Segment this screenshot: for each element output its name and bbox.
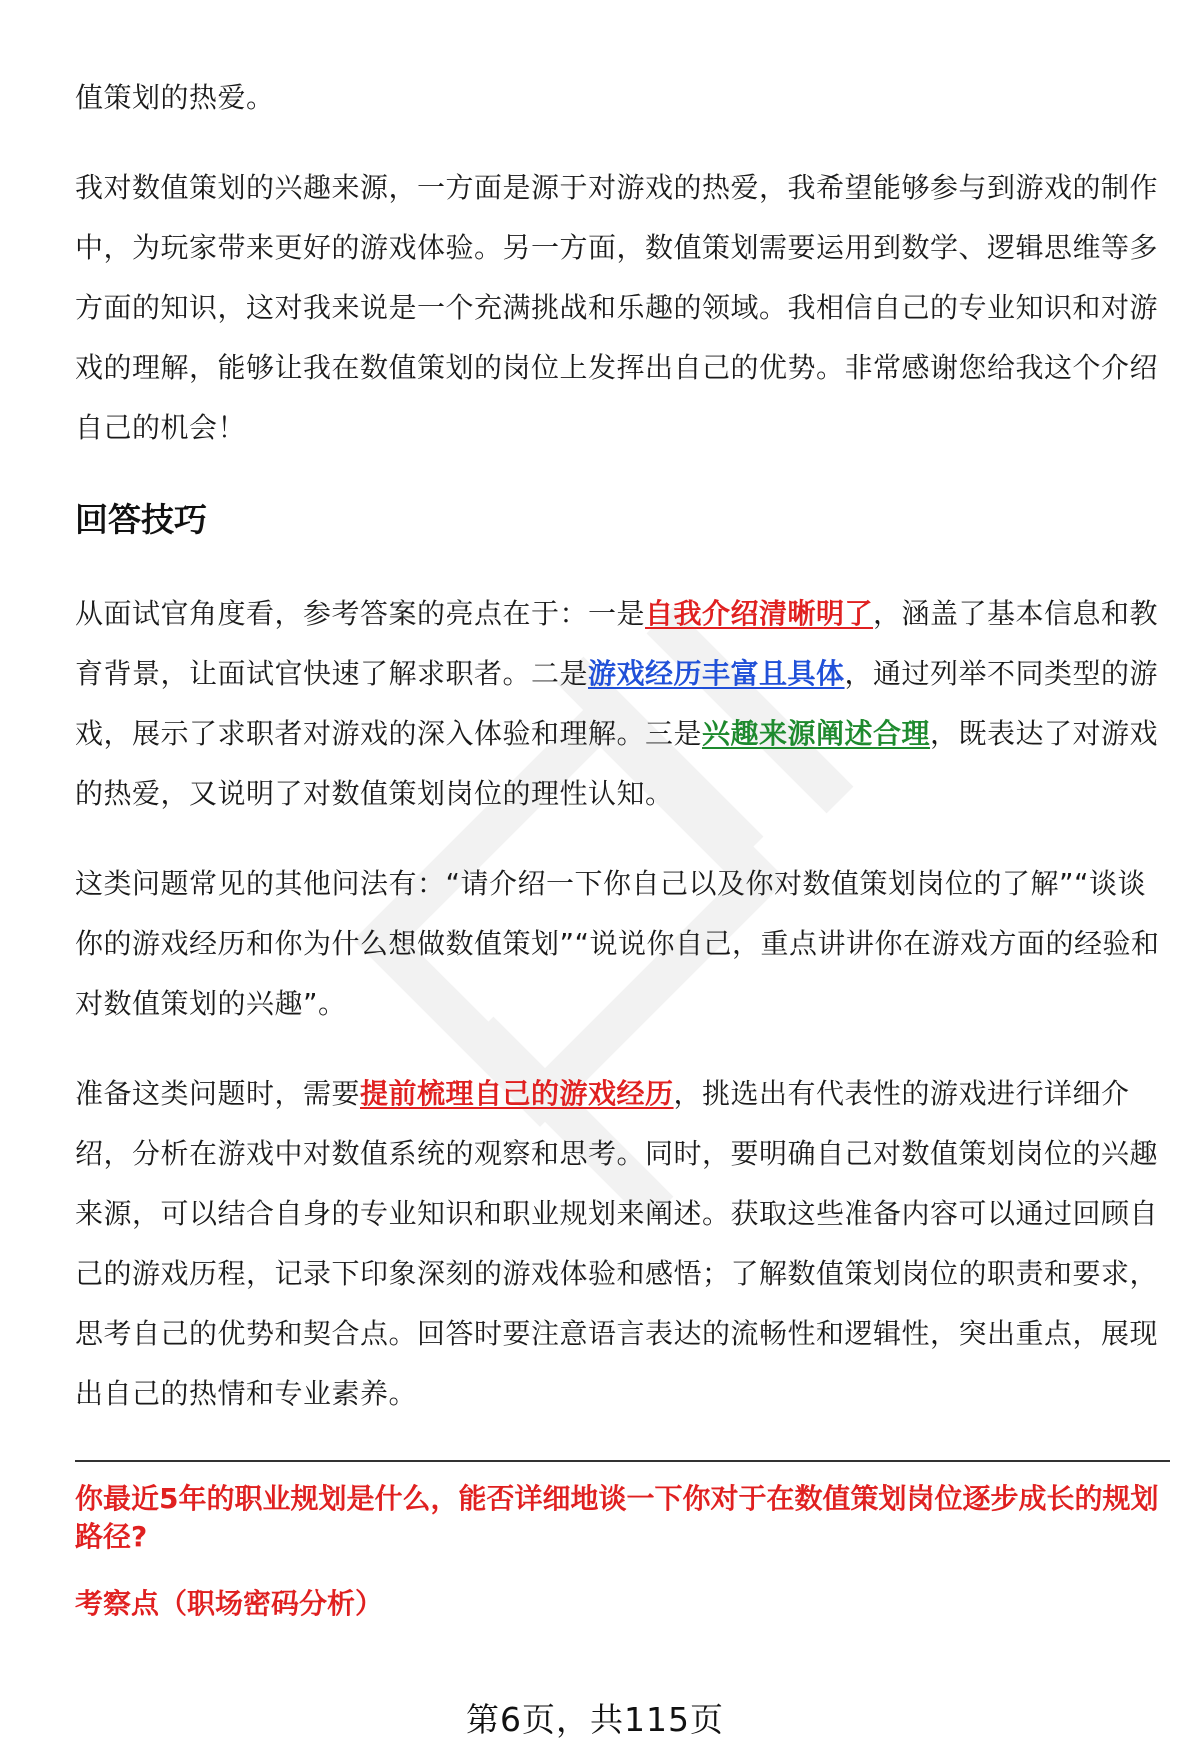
highlights-text-4: ，既表达了对游戏的热爱，又说明了对数值策划岗位的理性认知。 [75, 717, 1159, 810]
section-divider [75, 1460, 1170, 1462]
page-number-footer: 第6页，共115页 [466, 1700, 724, 1739]
paragraph-interest-source: 我对数值策划的兴趣来源，一方面是源于对游戏的热爱，我希望能够参与到游戏的制作中，为玩家带来更好的游戏体验。另一方面，数值策划需要运用到数学、逻辑思维等多方面的知识，这对我来说是一个充满挑战和乐趣的领域。我相信自己的专业知识和对游戏的理解，能够让我在数值策划的岗位上发挥出自己的优势。非常感谢您给我这个介绍自己的机会！ [75, 171, 1159, 444]
next-question: 你最近5年的职业规划是什么，能否详细地谈一下你对于在数值策划岗位逐步成长的规划路径? [75, 1482, 1159, 1553]
preparation-text-1: 准备这类问题时，需要 [75, 1077, 361, 1110]
paragraph-alternative-questions: 这类问题常见的其他问法有：“请介绍一下你自己以及你对数值策划岗位的了解”“谈谈你的游戏经历和你为什么想做数值策划”“说说你自己，重点讲讲你在游戏方面的经验和对数值策划的兴趣”。 [75, 867, 1160, 1020]
paragraph-highlights [75, 584, 1170, 824]
highlights-text-2: ，涵盖了基本信息和教育背景，让面试官快速了解求职者。二是 [75, 597, 1159, 690]
paragraph-continuation: 值策划的热爱。 [75, 81, 275, 114]
exam-point-label: 考察点（职场密码分析） [75, 1587, 384, 1620]
section-title-answer-tips: 回答技巧 [75, 500, 207, 539]
paragraph-preparation [75, 1064, 1170, 1424]
page-content [75, 68, 1170, 1624]
highlight-clear-intro: 自我介绍清晰明了 [645, 597, 874, 630]
highlights-text-3: ，通过列举不同类型的游戏，展示了求职者对游戏的深入体验和理解。三是 [75, 657, 1159, 750]
highlights-text-1: 从面试官角度看，参考答案的亮点在于：一是 [75, 597, 646, 630]
highlight-review-experience: 提前梳理自己的游戏经历 [360, 1077, 674, 1110]
highlight-rich-experience: 游戏经历丰富且具体 [588, 657, 845, 690]
highlight-reasonable-interest: 兴趣来源阐述合理 [702, 717, 931, 750]
preparation-text-2: ，挑选出有代表性的游戏进行详细介绍，分析在游戏中对数值系统的观察和思考。同时，要明确自己对数值策划岗位的兴趣来源，可以结合自身的专业知识和职业规划来阐述。获取这些准备内容可以通过回顾自己的游戏历程，记录下印象深刻的游戏体验和感悟；了解数值策划岗位的职责和要求，思考自己的优势和契合点。回答时要注意语言表达的流畅性和逻辑性，突出重点，展现出自己的热情和专业素养。 [75, 1077, 1159, 1410]
